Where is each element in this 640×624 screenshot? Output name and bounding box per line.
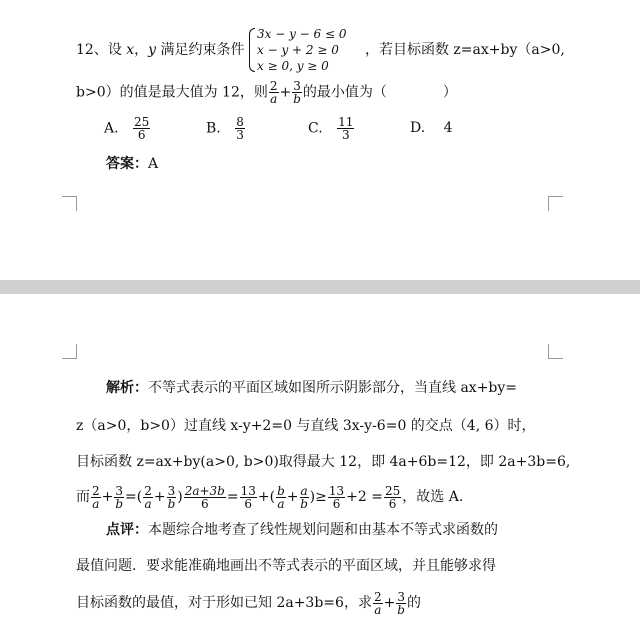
margin-corner-mark: [548, 344, 563, 359]
fraction-2-over-a: [269, 80, 279, 105]
equation-symbol: =: [226, 489, 239, 505]
constraint-1: 3x − y − 6 ≤ 0: [257, 27, 347, 41]
fraction: [276, 485, 286, 510]
denominator: a: [92, 496, 100, 511]
denominator: a: [270, 92, 278, 106]
page-gap: [0, 280, 640, 294]
denominator: 3: [236, 128, 244, 142]
numerator: 13: [328, 483, 345, 498]
numerator: 13: [240, 483, 256, 498]
constraint-system: [249, 26, 347, 74]
comment-line-2: [76, 556, 496, 576]
numerator: 3: [115, 483, 124, 498]
denominator: b: [293, 92, 301, 106]
numerator: 2: [144, 483, 152, 498]
margin-corner-mark: [62, 196, 77, 211]
option-d: [410, 120, 453, 136]
answer-value: A: [148, 156, 159, 172]
fraction: [300, 485, 309, 510]
document-page-1: [0, 0, 640, 280]
analysis-text: z（a>0，b>0）过直线 x-y+2=0 与直线 3x-y-6=0 的交点（4, 6）时，: [76, 418, 536, 434]
fraction: [240, 485, 257, 510]
option-b: [206, 116, 246, 141]
equation-symbol: )≥: [309, 489, 327, 505]
comment-text: 最值问题．要求能准确地画出不等式表示的平面区域，并且能够求得: [76, 558, 496, 574]
fraction: [114, 485, 124, 510]
equation-symbol: =(: [125, 489, 143, 505]
numerator: 11: [338, 115, 354, 129]
answer-label: 答案：: [106, 156, 148, 172]
denominator: a: [374, 602, 382, 617]
denominator: 6: [244, 496, 253, 511]
fraction: [328, 485, 345, 510]
numerator: 25: [384, 483, 401, 498]
equation-symbol: +2 =: [346, 489, 383, 505]
problem-line-2: [76, 80, 457, 105]
fraction: [91, 485, 101, 510]
denominator: b: [300, 496, 308, 511]
denominator: 3: [341, 128, 350, 142]
fraction: [143, 485, 153, 510]
fraction-3-over-b: [292, 80, 302, 105]
fraction: [373, 591, 383, 616]
comment-text: 的: [406, 595, 421, 611]
denominator: 6: [388, 496, 397, 511]
comment-text: 目标函数的最值，对于形如已知 2a+3b=6，求: [76, 595, 372, 611]
objective-function-text: ，若目标函数 z=ax+by（a>0,: [364, 42, 565, 58]
equation-prefix: 而: [76, 489, 90, 505]
denominator: a: [144, 496, 152, 511]
analysis-text: 不等式表示的平面区域如图所示阴影部分，当直线 ax+by=: [148, 380, 518, 396]
fraction: [184, 485, 226, 510]
max-value-text: b>0）的值是最大值为 12，则: [76, 84, 268, 101]
comment-text: 本题综合地考查了线性规划问题和由基本不等式求函数的: [148, 522, 498, 538]
numerator: 2a+3b: [184, 483, 225, 498]
option-a-fraction: [133, 116, 150, 141]
analysis-line-3: [76, 452, 570, 472]
option-d-value: 4: [443, 120, 453, 136]
numerator: 2: [269, 79, 278, 93]
equation-suffix: ，故选 A.: [402, 489, 464, 505]
numerator: 3: [397, 589, 405, 604]
margin-corner-mark: [548, 196, 563, 211]
numerator: 25: [134, 115, 150, 129]
close-paren: ）: [442, 84, 457, 101]
problem-number: 12、设: [76, 42, 127, 58]
problem-line-1: [76, 26, 565, 74]
plus-sign: +: [279, 84, 292, 101]
constraint-2: x − y + 2 ≥ 0: [257, 43, 339, 57]
numerator: 8: [236, 115, 244, 129]
analysis-line-1: [106, 378, 517, 398]
denominator: 6: [137, 128, 146, 142]
option-label: B.: [206, 120, 221, 137]
option-label: A.: [104, 120, 119, 137]
plus-sign: +: [383, 595, 396, 611]
equation-symbol: ): [177, 489, 183, 505]
fraction: [384, 485, 401, 510]
denominator: 6: [200, 496, 209, 511]
fraction: [167, 485, 177, 510]
answer-line: [106, 154, 158, 174]
analysis-line-2: [76, 416, 536, 436]
document-page-2: [0, 294, 640, 624]
option-c: [308, 116, 355, 141]
numerator: 2: [92, 483, 100, 498]
numerator: b: [277, 483, 285, 498]
min-value-text: 的最小值为（: [302, 84, 387, 101]
denominator: b: [397, 602, 405, 617]
option-b-fraction: [235, 116, 245, 141]
constraint-3: x ≥ 0, y ≥ 0: [257, 59, 329, 73]
margin-corner-mark: [62, 344, 77, 359]
condition-text: 满足约束条件: [156, 42, 245, 58]
numerator: 3: [293, 79, 301, 93]
denominator: 6: [332, 496, 341, 511]
analysis-label: 解析：: [106, 380, 148, 396]
analysis-equation: 而 $\frac{2}{a}$ + $\frac{3}{b}$ =( $\frac{2}{a}$ + $\frac{3}{b}$ ) $\frac{2a+3b}{6}$ = $\frac{13}{6}$ +( $\frac{b}{a}$ + $\frac{a}{b}$ )≥ $\frac{13}{6}$ +2 = $\frac{25}{6}$ ，故选 A.: [76, 483, 464, 511]
numerator: a: [300, 483, 308, 498]
denominator: a: [277, 496, 285, 511]
comment-label: 点评：: [106, 522, 148, 538]
equation-symbol: +(: [257, 489, 276, 505]
comment-line-1: [106, 520, 498, 540]
option-a: [104, 116, 151, 141]
option-label: C.: [308, 120, 323, 137]
denominator: b: [167, 496, 176, 511]
numerator: 2: [373, 589, 382, 604]
analysis-text: 目标函数 z=ax+by(a>0, b>0)取得最大 12，即 4a+6b=12，即 2a+3b=6,: [76, 454, 571, 470]
option-c-fraction: [337, 116, 354, 141]
comment-line-3: [76, 590, 421, 616]
numerator: 3: [167, 483, 176, 498]
comma: ，: [134, 42, 149, 58]
var-x: x: [126, 42, 135, 58]
option-label: D.: [410, 120, 426, 136]
denominator: b: [115, 496, 124, 511]
fraction: [396, 591, 406, 616]
var-y: y: [148, 42, 157, 58]
